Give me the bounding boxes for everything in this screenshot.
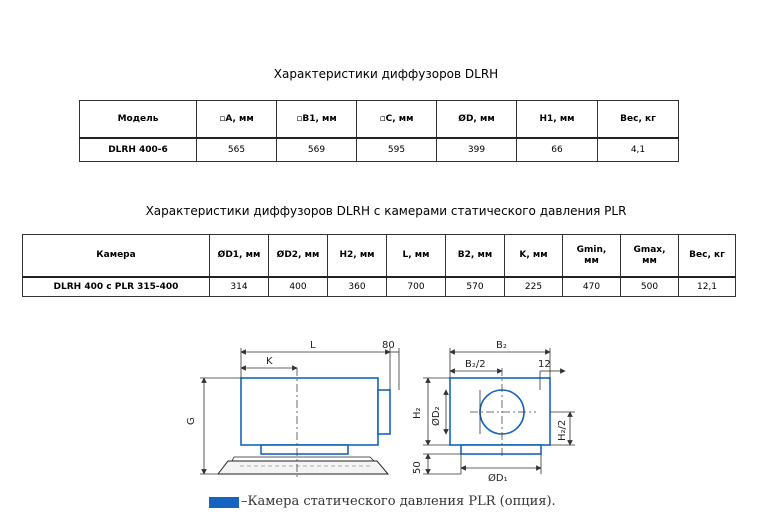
- table-cell: 225: [505, 277, 563, 297]
- dim-H2: H₂: [412, 407, 423, 419]
- dim-50: 50: [412, 461, 423, 474]
- header-cell: K, мм: [505, 235, 563, 278]
- header-cell: ØD2, мм: [269, 235, 328, 278]
- cell-model: DLRH 400-6: [80, 138, 197, 162]
- dim-H2-half: H₂/2: [557, 419, 568, 441]
- diffuser-plate: [218, 461, 388, 474]
- header-cell: H1, мм: [517, 101, 598, 139]
- table-cell: 565: [197, 138, 277, 162]
- chamber-body: [241, 378, 378, 445]
- table-cell: 399: [437, 138, 517, 162]
- dim-80: 80: [382, 340, 395, 351]
- table-cell: 470: [563, 277, 621, 297]
- header-cell: Вес, кг: [679, 235, 736, 278]
- dim-D2: ØD₂: [431, 406, 442, 426]
- header-cell: Gmax, мм: [621, 235, 679, 278]
- table-header-row: [23, 235, 736, 278]
- table-cell: 595: [357, 138, 437, 162]
- header-cell: L, мм: [387, 235, 446, 278]
- diffuser-spec-table: [79, 100, 679, 162]
- table-cell: 700: [387, 277, 446, 297]
- header-cell: H2, мм: [328, 235, 387, 278]
- technical-drawing: [180, 333, 580, 488]
- chamber-neck: [261, 445, 348, 454]
- cell-chamber: DLRH 400 с PLR 315-400: [23, 277, 210, 297]
- diffuser-lip: [232, 457, 374, 461]
- table-header-row: [80, 101, 679, 139]
- dim-L: L: [310, 340, 316, 351]
- header-cell: ▫C, мм: [357, 101, 437, 139]
- dim-K: K: [266, 356, 273, 367]
- header-cell: Камера: [23, 235, 210, 278]
- table-cell: 314: [210, 277, 269, 297]
- side-view: [200, 348, 399, 478]
- legend-swatch: [209, 497, 239, 508]
- header-cell: Вес, кг: [598, 101, 679, 139]
- chamber-neck-front: [461, 445, 541, 454]
- header-cell: B2, мм: [446, 235, 505, 278]
- table2-title: Характеристики диффузоров DLRH с камерами статического давления PLR: [145, 204, 627, 218]
- front-view: [423, 348, 575, 474]
- header-cell: ØD1, мм: [210, 235, 269, 278]
- table-cell: 12,1: [679, 277, 736, 297]
- chamber-spigot: [378, 390, 390, 434]
- table-row: [80, 138, 679, 162]
- header-cell: Модель: [80, 101, 197, 139]
- chamber-spec-table: [22, 234, 736, 297]
- header-cell: ▫B1, мм: [277, 101, 357, 139]
- table-row: [23, 277, 736, 297]
- header-cell: ØD, мм: [437, 101, 517, 139]
- dim-B2-half: B₂/2: [465, 359, 486, 370]
- header-cell: ▫A, мм: [197, 101, 277, 139]
- table-cell: 400: [269, 277, 328, 297]
- table1-title: Характеристики диффузоров DLRH: [273, 67, 499, 81]
- dim-B2: B₂: [496, 340, 507, 351]
- dim-D1: ØD₁: [488, 473, 508, 484]
- table-cell: 66: [517, 138, 598, 162]
- table-cell: 500: [621, 277, 679, 297]
- table-cell: 570: [446, 277, 505, 297]
- legend-text: –Камера статического давления PLR (опция).: [241, 494, 556, 509]
- header-cell: Gmin, мм: [563, 235, 621, 278]
- dim-12: 12: [538, 359, 551, 370]
- table-cell: 4,1: [598, 138, 679, 162]
- table-cell: 360: [328, 277, 387, 297]
- table-cell: 569: [277, 138, 357, 162]
- dim-G: G: [186, 417, 197, 425]
